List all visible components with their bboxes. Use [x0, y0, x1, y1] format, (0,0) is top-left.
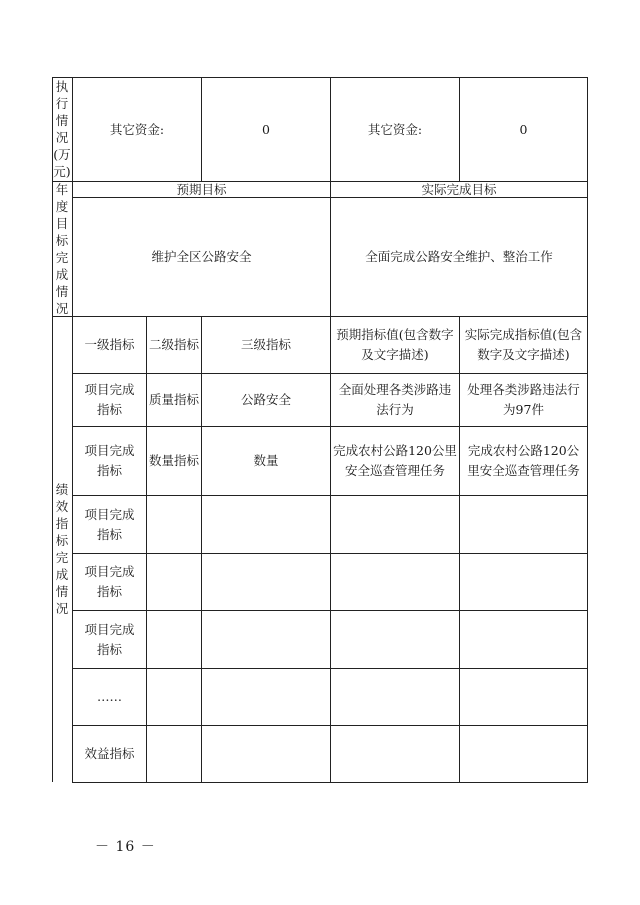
table-row-level2: 质量指标 — [149, 392, 200, 407]
other-funds-label-expected: 其它资金: — [109, 121, 165, 137]
other-funds-value-expected: 0 — [262, 121, 270, 137]
label-char: 行 — [55, 96, 69, 111]
table-row-level1: 项目完成指标 — [84, 564, 135, 599]
label-char: 目 — [55, 215, 69, 231]
label-char: 元) — [53, 164, 71, 179]
table-row-actual — [460, 554, 587, 610]
label-char: 执 — [55, 79, 69, 94]
header-level2: 二级指标 — [149, 337, 200, 352]
label-char: 绩 — [55, 482, 69, 497]
annual-label — [52, 181, 72, 316]
table-row-actual — [460, 669, 587, 725]
header-level1: 一级指标 — [84, 337, 135, 352]
label-char: 完 — [55, 249, 69, 265]
label-char: (万 — [53, 147, 71, 162]
expected-target-header: 预期目标 — [176, 181, 227, 197]
table-row-actual — [460, 496, 587, 553]
table-row-expected — [331, 669, 459, 725]
table-row-level2 — [147, 726, 201, 782]
other-funds-label-actual: 其它资金: — [367, 121, 423, 137]
label-char: 标 — [55, 533, 69, 548]
label-char: 完 — [55, 550, 69, 565]
actual-target-value: 全面完成公路安全维护、整治工作 — [365, 249, 553, 264]
label-char: 标 — [55, 232, 69, 248]
label-char: 度 — [55, 198, 69, 214]
table-row-actual: 处理各类涉路违法行为97件 — [467, 382, 580, 417]
label-char: 年 — [55, 181, 69, 197]
table-row-level2 — [147, 611, 201, 668]
table-row-level1: 项目完成指标 — [84, 621, 135, 657]
table-row-expected: 完成农村公路120公里安全巡查管理任务 — [333, 443, 457, 478]
table-row-actual — [460, 611, 587, 668]
table-row-level1: …… — [97, 689, 122, 704]
table-row-actual: 完成农村公路120公里安全巡查管理任务 — [467, 443, 580, 478]
table-row-level2 — [147, 554, 201, 610]
header-expected-value: 预期指标值(包含数字及文字描述) — [336, 327, 454, 362]
exec-label — [52, 77, 72, 181]
table-row-level1: 项目完成指标 — [84, 506, 135, 542]
expected-target-value: 维护全区公路安全 — [151, 249, 252, 264]
label-char: 况 — [55, 601, 69, 616]
hline-bottom — [72, 782, 588, 783]
table-row-actual — [460, 726, 587, 782]
table-row-level1: 项目完成指标 — [84, 443, 135, 478]
table-row-expected — [331, 496, 459, 553]
label-char: 情 — [55, 283, 69, 299]
table-row-expected — [331, 611, 459, 668]
table-row-level3 — [202, 726, 330, 782]
table-row-expected: 全面处理各类涉路违法行为 — [338, 382, 452, 417]
table-row-level2: 数量指标 — [149, 453, 200, 468]
table-row-level3: 公路安全 — [240, 392, 291, 407]
other-funds-value-actual: 0 — [519, 121, 528, 137]
page-number: － 16 － — [95, 839, 156, 855]
table-row-expected — [331, 554, 459, 610]
label-char: 况 — [55, 130, 69, 145]
header-level3: 三级指标 — [240, 337, 291, 352]
table-row-level3 — [202, 554, 330, 610]
perf-label — [52, 316, 72, 782]
label-char: 成 — [55, 567, 69, 582]
table-row-level1: 项目完成指标 — [84, 382, 135, 417]
label-char: 效 — [55, 499, 69, 514]
table-row-level3 — [202, 611, 330, 668]
table-row-level3 — [202, 669, 330, 725]
table-row-level2 — [147, 669, 201, 725]
label-char: 指 — [55, 516, 69, 531]
vline-right — [587, 77, 588, 782]
table-row-level1: 效益指标 — [84, 746, 135, 761]
table-row-level3: 数量 — [253, 453, 279, 468]
label-char: 情 — [55, 584, 69, 599]
header-actual-value: 实际完成指标值(包含数字及文字描述) — [464, 327, 583, 362]
label-char: 成 — [55, 266, 69, 282]
label-char: 情 — [55, 113, 69, 128]
table-row-level2 — [147, 496, 201, 553]
table-row-expected — [331, 726, 459, 782]
actual-target-header: 实际完成目标 — [421, 181, 497, 197]
table-row-level3 — [202, 496, 330, 553]
label-char: 况 — [55, 300, 69, 316]
